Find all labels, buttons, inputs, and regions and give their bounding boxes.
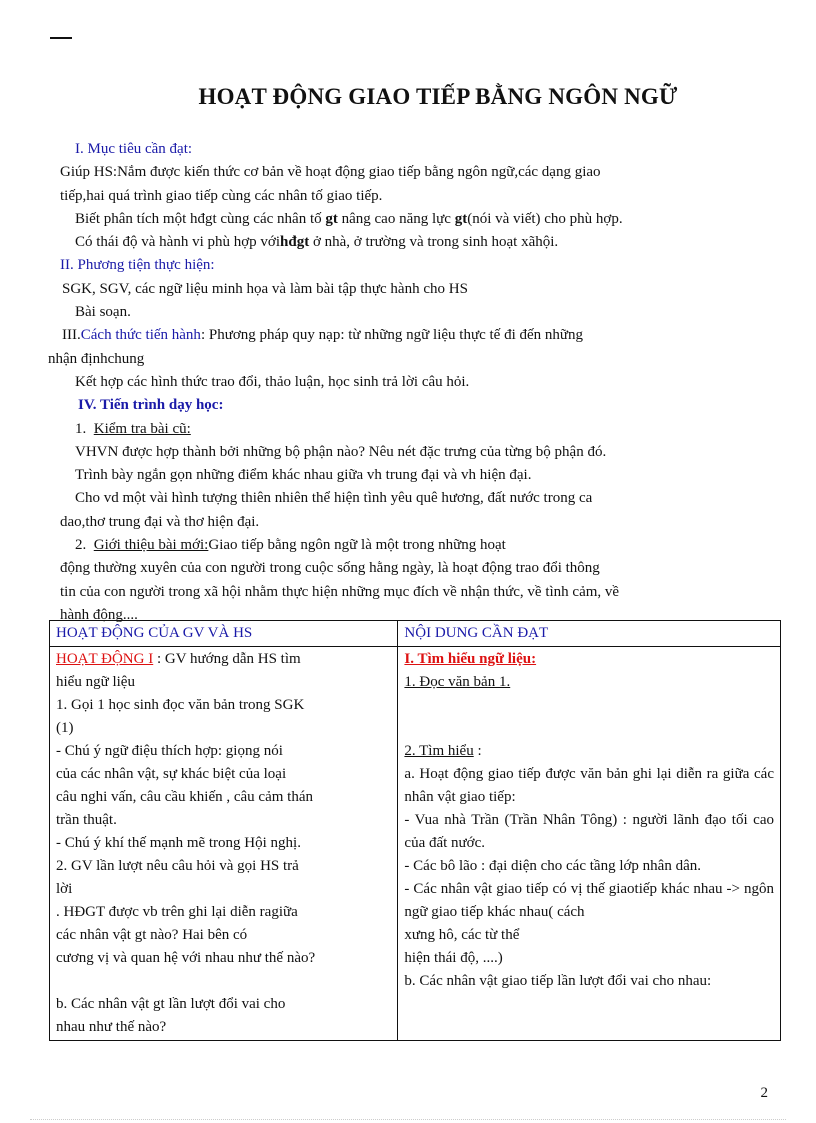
section4-sub2-line-1: động thường xuyên của con người trong cuộc sống hằng ngày, là hoạt động trao đổi thông [60,560,600,577]
para-nv: - Các nhân vật giao tiếp có vị thế giaotiếp khác nhau -> ngôn ngữ giao tiếp khác nhau( cách [404,881,774,920]
spacer [404,694,774,717]
section2-heading: II. Phương tiện thực hiện: [60,257,215,274]
left-line: 1. Gọi 1 học sinh đọc văn bản trong SGK [56,697,305,713]
section4-sub2-line-2: tin của con người trong xã hội nhằm thực hiện những mục đích về nhận thức, về tình cảm, về [60,583,620,600]
para-vua: - Vua nhà Trần (Trần Nhân Tông) : người lãnh đạo tối cao của đất nước. [404,812,774,851]
para-bolao: - Các bô lão : đại diện cho các tầng lớp nhân dân. [404,858,701,874]
section4-sub1-line-3: Cho vd một vài hình tượng thiên nhiên thể hiện tình yêu quê hương, đất nước trong ca [75,490,593,507]
left-line: (1) [56,720,74,736]
section1-line-2: tiếp,hai quá trình giao tiếp cùng các nhân tố giao tiếp. [60,187,383,204]
section4-sub2-line-3: hành động.... [60,606,138,623]
spacer [56,970,391,993]
section4-sub1-line-1: VHVN được hợp thành bởi những bộ phận nào? Nêu nét đặc trưng của từng bộ phận đó. [75,443,607,460]
section2-line-1: SGK, SGV, các ngữ liệu minh họa và làm bài tập thực hành cho HS [62,280,468,297]
section3-line-1: III.Cách thức tiến hành: Phương pháp quy nạp: từ những ngữ liệu thực tế đi đến những [62,327,584,344]
left-line: các nhân vật gt nào? Hai bên có [56,927,248,943]
header-left: HOẠT ĐỘNG CỦA GV VÀ HS [50,621,398,647]
left-line: b. Các nhân vật gt lần lượt đổi vai cho [56,996,286,1012]
left-line: trần thuật. [56,812,117,828]
left-line: . HĐGT được vb trên ghi lại diễn ragiữa [56,904,298,920]
left-line: nhau như thế nào? [56,1019,167,1035]
section4-heading: IV. Tiến trình dạy học: [78,397,224,414]
section3-line-3: Kết hợp các hình thức trao đổi, thảo luận, học sinh trả lời câu hỏi. [75,373,470,390]
left-line: - Chú ý khí thế mạnh mẽ trong Hội nghị. [56,835,301,851]
lesson-table [49,620,781,1041]
section3-line-2: nhận địnhchung [48,350,145,367]
section4-sub1-line-4: dao,thơ trung đại và thơ hiện đại. [60,513,260,530]
section1-line-1: Giúp HS:Nắm được kiến thức cơ bản về hoạt động giao tiếp bằng ngôn ngữ,các dạng giao [60,164,601,181]
para-nv-2: xưng hô, các từ thể [404,927,520,943]
top-dash-mark [50,37,72,39]
left-line: câu nghi vấn, câu cầu khiến , câu cảm thán [56,789,313,805]
table-header-row [50,621,781,647]
left-line: 2. GV lần lượt nêu câu hỏi và gọi HS trả [56,858,299,874]
spacer [404,717,774,740]
section1-heading: I. Mục tiêu cần đạt: [75,141,193,157]
page-number: 2 [760,1085,768,1101]
right-heading: I. Tìm hiểu ngữ liệu: [404,651,537,667]
left-line: của các nhân vật, sự khác biệt của loại [56,766,287,782]
section1-line-4: Có thái độ và hành vi phù hợp vớihđgt ở nhà, ở trường và trong sinh hoạt xãhội. [75,234,559,251]
left-line: lời [56,881,73,897]
read-text-1: 1. Đọc văn bản 1. [404,674,511,690]
section1-line-3: Biết phân tích một hđgt cùng các nhân tố gt nâng cao năng lực gt(nói và viết) cho phù hợp. [75,210,623,227]
table-row [50,647,781,1041]
left-column-content [50,647,398,1041]
section4-sub1-line-2: Trình bày ngắn gọn những điểm khác nhau giữa vh trung đại và vh hiện đại. [75,467,532,484]
section4-sub1-title: 1. Kiểm tra bài cũ: [75,420,191,437]
para-b: b. Các nhân vật giao tiếp lần lượt đổi vai cho nhau: [404,973,712,989]
activity-label: HOẠT ĐỘNG I [56,651,154,667]
para-nv-3: hiện thái độ, ....) [404,950,503,966]
left-line: hiểu ngữ liệu [56,674,135,690]
left-line: - Chú ý ngữ điệu thích hợp: giọng nói [56,743,283,759]
find-heading: 2. Tìm hiểu : [404,743,482,759]
para-a: a. Hoạt động giao tiếp được văn bản ghi lại diễn ra giữa các nhân vật giao tiếp: [404,766,774,805]
section4-sub2-title: 2. Giới thiệu bài mới:Giao tiếp bằng ngôn ngữ là một trong những hoạt [75,537,506,554]
left-line: cương vị và quan hệ với nhau như thế nào? [56,950,316,966]
footer-divider [30,1119,786,1120]
right-column-content [398,647,781,1041]
section2-line-2: Bài soạn. [75,304,131,321]
page-title: HOẠT ĐỘNG GIAO TIẾP BẰNG NGÔN NGỮ [198,84,678,109]
header-right: NỘI DUNG CẦN ĐẠT [398,621,781,647]
document-body [48,138,760,627]
activity-line: HOẠT ĐỘNG I : GV hướng dẫn HS tìm [56,651,301,667]
